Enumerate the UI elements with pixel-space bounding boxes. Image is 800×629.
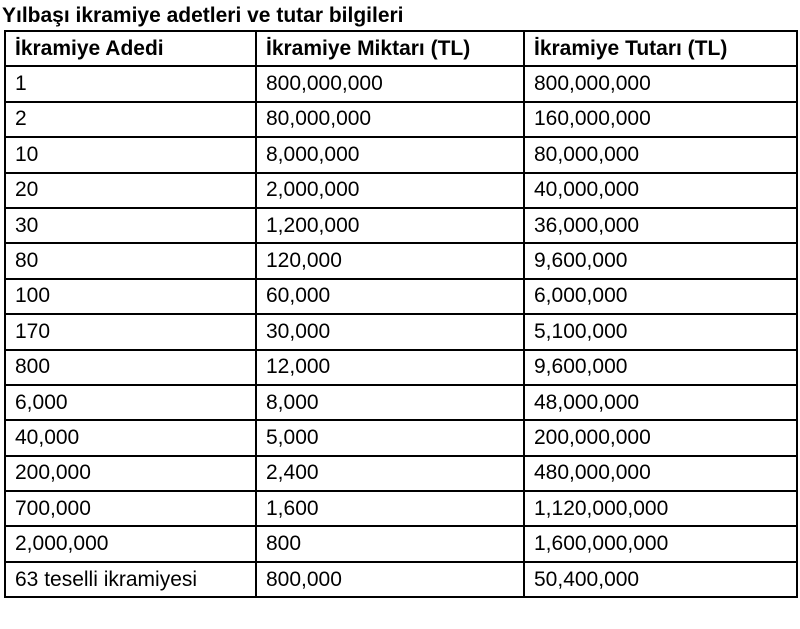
cell-prize-count: 63 teselli ikramiyesi <box>5 562 256 597</box>
cell-prize-amount: 5,000 <box>256 420 524 455</box>
cell-prize-count: 10 <box>5 137 256 172</box>
table-row <box>5 102 797 137</box>
cell-prize-amount: 8,000 <box>256 385 524 420</box>
cell-prize-count: 170 <box>5 314 256 349</box>
cell-prize-total: 9,600,000 <box>524 350 797 385</box>
table-row <box>5 491 797 526</box>
cell-prize-total: 5,100,000 <box>524 314 797 349</box>
table-row <box>5 385 797 420</box>
cell-prize-total: 40,000,000 <box>524 173 797 208</box>
table-title: Yılbaşı ikramiye adetleri ve tutar bilgileri <box>2 4 404 27</box>
cell-prize-total: 9,600,000 <box>524 243 797 278</box>
cell-prize-count: 6,000 <box>5 385 256 420</box>
cell-prize-total: 800,000,000 <box>524 66 797 101</box>
cell-prize-total: 480,000,000 <box>524 456 797 491</box>
table-row <box>5 350 797 385</box>
cell-prize-amount: 2,000,000 <box>256 173 524 208</box>
cell-prize-amount: 2,400 <box>256 456 524 491</box>
cell-prize-count: 30 <box>5 208 256 243</box>
table-row <box>5 420 797 455</box>
cell-prize-total: 200,000,000 <box>524 420 797 455</box>
cell-prize-amount: 12,000 <box>256 350 524 385</box>
header-prize-amount: İkramiye Miktarı (TL) <box>256 31 524 66</box>
cell-prize-total: 80,000,000 <box>524 137 797 172</box>
cell-prize-count: 40,000 <box>5 420 256 455</box>
cell-prize-total: 48,000,000 <box>524 385 797 420</box>
cell-prize-count: 2 <box>5 102 256 137</box>
table-body <box>5 66 797 597</box>
cell-prize-count: 1 <box>5 66 256 101</box>
cell-prize-count: 2,000,000 <box>5 526 256 561</box>
table-row <box>5 208 797 243</box>
cell-prize-total: 1,120,000,000 <box>524 491 797 526</box>
table-row <box>5 173 797 208</box>
table-row <box>5 562 797 597</box>
table-row <box>5 279 797 314</box>
cell-prize-amount: 1,200,000 <box>256 208 524 243</box>
cell-prize-total: 36,000,000 <box>524 208 797 243</box>
cell-prize-amount: 80,000,000 <box>256 102 524 137</box>
table-row <box>5 456 797 491</box>
table-row <box>5 526 797 561</box>
cell-prize-total: 50,400,000 <box>524 562 797 597</box>
prize-table <box>4 30 798 598</box>
cell-prize-count: 700,000 <box>5 491 256 526</box>
cell-prize-count: 800 <box>5 350 256 385</box>
table-row <box>5 66 797 101</box>
cell-prize-amount: 800,000 <box>256 562 524 597</box>
header-prize-total: İkramiye Tutarı (TL) <box>524 31 797 66</box>
cell-prize-count: 200,000 <box>5 456 256 491</box>
cell-prize-amount: 120,000 <box>256 243 524 278</box>
cell-prize-amount: 800,000,000 <box>256 66 524 101</box>
table-header-row <box>5 31 797 66</box>
cell-prize-amount: 1,600 <box>256 491 524 526</box>
cell-prize-total: 6,000,000 <box>524 279 797 314</box>
cell-prize-total: 160,000,000 <box>524 102 797 137</box>
cell-prize-amount: 60,000 <box>256 279 524 314</box>
cell-prize-total: 1,600,000,000 <box>524 526 797 561</box>
cell-prize-count: 20 <box>5 173 256 208</box>
table-row <box>5 314 797 349</box>
cell-prize-amount: 800 <box>256 526 524 561</box>
cell-prize-count: 80 <box>5 243 256 278</box>
table-row <box>5 243 797 278</box>
cell-prize-amount: 30,000 <box>256 314 524 349</box>
cell-prize-amount: 8,000,000 <box>256 137 524 172</box>
cell-prize-count: 100 <box>5 279 256 314</box>
table-row <box>5 137 797 172</box>
header-prize-count: İkramiye Adedi <box>5 31 256 66</box>
